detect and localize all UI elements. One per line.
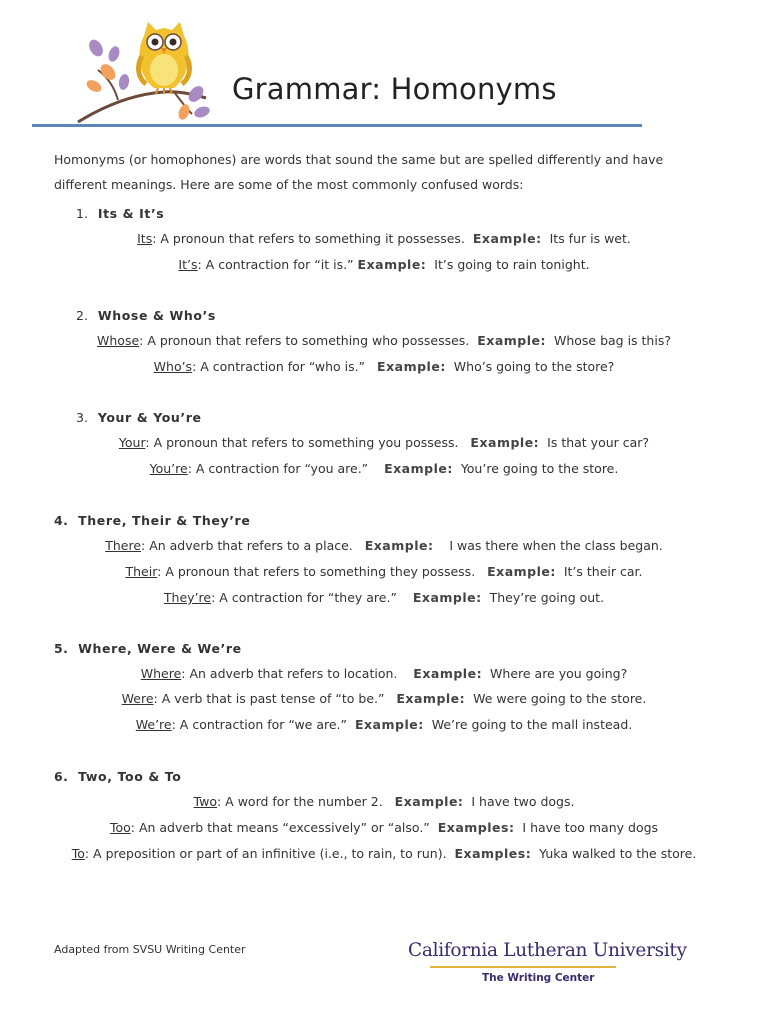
wordmark-underline [430, 966, 616, 968]
section-heading: 1. Its & It’s [76, 206, 165, 221]
intro-paragraph: Homonyms (or homophones) are words that sound the same but are spelled differently and have different meanings. Here are some of the most commonly confused words: [54, 152, 664, 192]
university-wordmark: California Lutheran University [408, 940, 687, 961]
section-heading: 3. Your & You’re [76, 410, 202, 425]
definition-line: You’re: A contraction for “you are.” Example: You’re going to the store. [149, 461, 619, 476]
definition-line: It’s: A contraction for “it is.” Example: It’s going to rain tonight. [178, 257, 590, 272]
section-heading: 6. Two, Too & To [54, 769, 182, 784]
definition-line: Were: A verb that is past tense of “to be.” Example: We were going to the store. [121, 691, 647, 706]
definition-line: Where: An adverb that refers to location. Example: Where are you going? [140, 666, 628, 681]
owl-icon [139, 22, 190, 94]
definition-line: There: An adverb that refers to a place. Example: I was there when the class began. [105, 538, 663, 553]
title-divider [32, 124, 642, 127]
definition-line: Their: A pronoun that refers to something they possess. Example: It’s their car. [125, 564, 643, 579]
definition-line: Who’s: A contraction for “who is.” Example: Who’s going to the store? [153, 359, 615, 374]
definition-line: Two: A word for the number 2. Example: I have two dogs. [193, 794, 575, 809]
definition-line: Whose: A pronoun that refers to something who possesses. Example: Whose bag is this? [97, 333, 671, 348]
definition-line: Your: A pronoun that refers to something you possess. Example: Is that your car? [118, 435, 650, 450]
section-heading: 2. Whose & Who’s [76, 308, 216, 323]
section-heading: 5. Where, Were & We’re [54, 641, 242, 656]
section-heading: 4. There, Their & They’re [54, 513, 251, 528]
writing-center-label: The Writing Center [482, 972, 595, 984]
definition-line: Too: An adverb that means “excessively” or “also.” Examples: I have too many dogs [109, 820, 659, 835]
definition-line: Its: A pronoun that refers to something it possesses. Example: Its fur is wet. [137, 231, 631, 246]
definition-line: To: A preposition or part of an infinitive (i.e., to rain, to run). Examples: Yuka walked to the store. [71, 846, 697, 861]
source-credit: Adapted from SVSU Writing Center [54, 943, 246, 956]
page-title: Grammar: Homonyms [232, 72, 557, 106]
definition-line: They’re: A contraction for “they are.” Example: They’re going out. [163, 590, 605, 605]
owl-on-branch-logo [74, 16, 214, 126]
definition-line: We’re: A contraction for “we are.” Example: We’re going to the mall instead. [135, 717, 633, 732]
